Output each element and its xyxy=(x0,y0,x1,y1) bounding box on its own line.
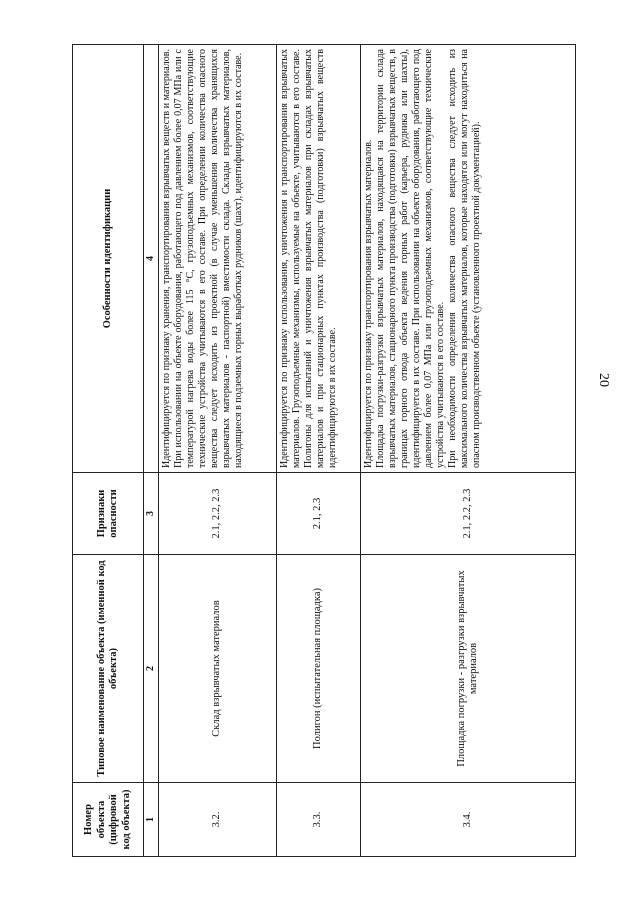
row-number: 3.2. xyxy=(159,783,277,857)
table-row xyxy=(277,45,361,857)
row-features xyxy=(159,45,277,473)
table-header-row xyxy=(73,45,144,857)
row-hazard: 2.1, 2.2, 2.3 xyxy=(159,473,277,555)
rotated-table-container xyxy=(72,45,576,857)
row-hazard: 2.1, 2.3 xyxy=(277,473,361,555)
row-hazard: 2.1, 2.2, 2.3 xyxy=(361,473,576,555)
features-paragraph: Идентифицируется по признаку хранения, транспортирования взрывчатых веществ и материалов. При использовании на объекте оборудования, работающего под давлением более 0,07 МПа или с температурой нагрева воды более 115 °С, грузоподъемных механизмов, соответствующие технические устройства учитываются в его составе. При определении количества опасного вещества следует исходить из проектной (в случае уменьшения количества хранящихся взрывчатых материалов - паспортной) вместимости склада. Склады взрывчатых материалов, находящиеся в подземных горных выработках рудников (шахт), идентифицируются в их составе. xyxy=(161,49,244,468)
col-number: 2 xyxy=(144,555,159,783)
col-number: 4 xyxy=(144,45,159,473)
features-paragraph: При необходимости определения количества опасного вещества следует исходить из максимального количества взрывчатых материалов, которые находятся или могут находиться на опасном производственном объекте (установленного проектной документацией). xyxy=(447,49,482,468)
header-object-name: Типовое наименование объекта (именной код объекта) xyxy=(73,555,144,783)
row-name: Площадка погрузки - разгрузки взрывчатых материалов xyxy=(361,555,576,783)
col-number: 3 xyxy=(144,473,159,555)
row-number: 3.4. xyxy=(361,783,576,857)
identification-table xyxy=(72,44,576,857)
features-paragraph: Идентифицируется по признаку использования, уничтожения и транспортирования взрывчатых материалов. Грузоподъемные механизмы, используемые на объекте, учитываются в его составе. Полигоны для испытаний и уничтожения взрывчатых материалов при складах взрывчатых материалов и при стационарных пунктах производства (подготовки) взрывчатых веществ идентифицируются в их составе. xyxy=(279,49,338,468)
row-name: Склад взрывчатых материалов xyxy=(159,555,277,783)
row-name: Полигон (испытательная площадка) xyxy=(277,555,361,783)
row-features xyxy=(277,45,361,473)
table-row xyxy=(159,45,277,857)
header-hazard: Признаки опасности xyxy=(73,473,144,555)
features-paragraph: Площадка погрузки-разгрузки взрывчатых материалов, находящаяся на территории склада взрывчатых материалов, стационарного пункта производства (подготовки) взрывчатых веществ, в границах горного отвода объекта ведения горных работ (карьера, рудника или шахты), идентифицируется в их составе. При использовании на объекте оборудования, работающего под давлением более 0,07 МПа или грузоподъемных механизмов, соответствующие технические устройства учитываются в его составе. xyxy=(375,49,446,468)
col-number: 1 xyxy=(144,783,159,857)
row-features xyxy=(361,45,576,473)
table-row xyxy=(361,45,576,857)
features-paragraph: Идентифицируется по признаку транспортирования взрывчатых материалов. xyxy=(363,139,374,468)
header-features: Особенности идентификации xyxy=(73,45,144,473)
row-number: 3.3. xyxy=(277,783,361,857)
page-number: 20 xyxy=(596,373,611,387)
header-object-number: Номер объекта (цифровой код объекта) xyxy=(73,783,144,857)
column-number-row xyxy=(144,45,159,857)
